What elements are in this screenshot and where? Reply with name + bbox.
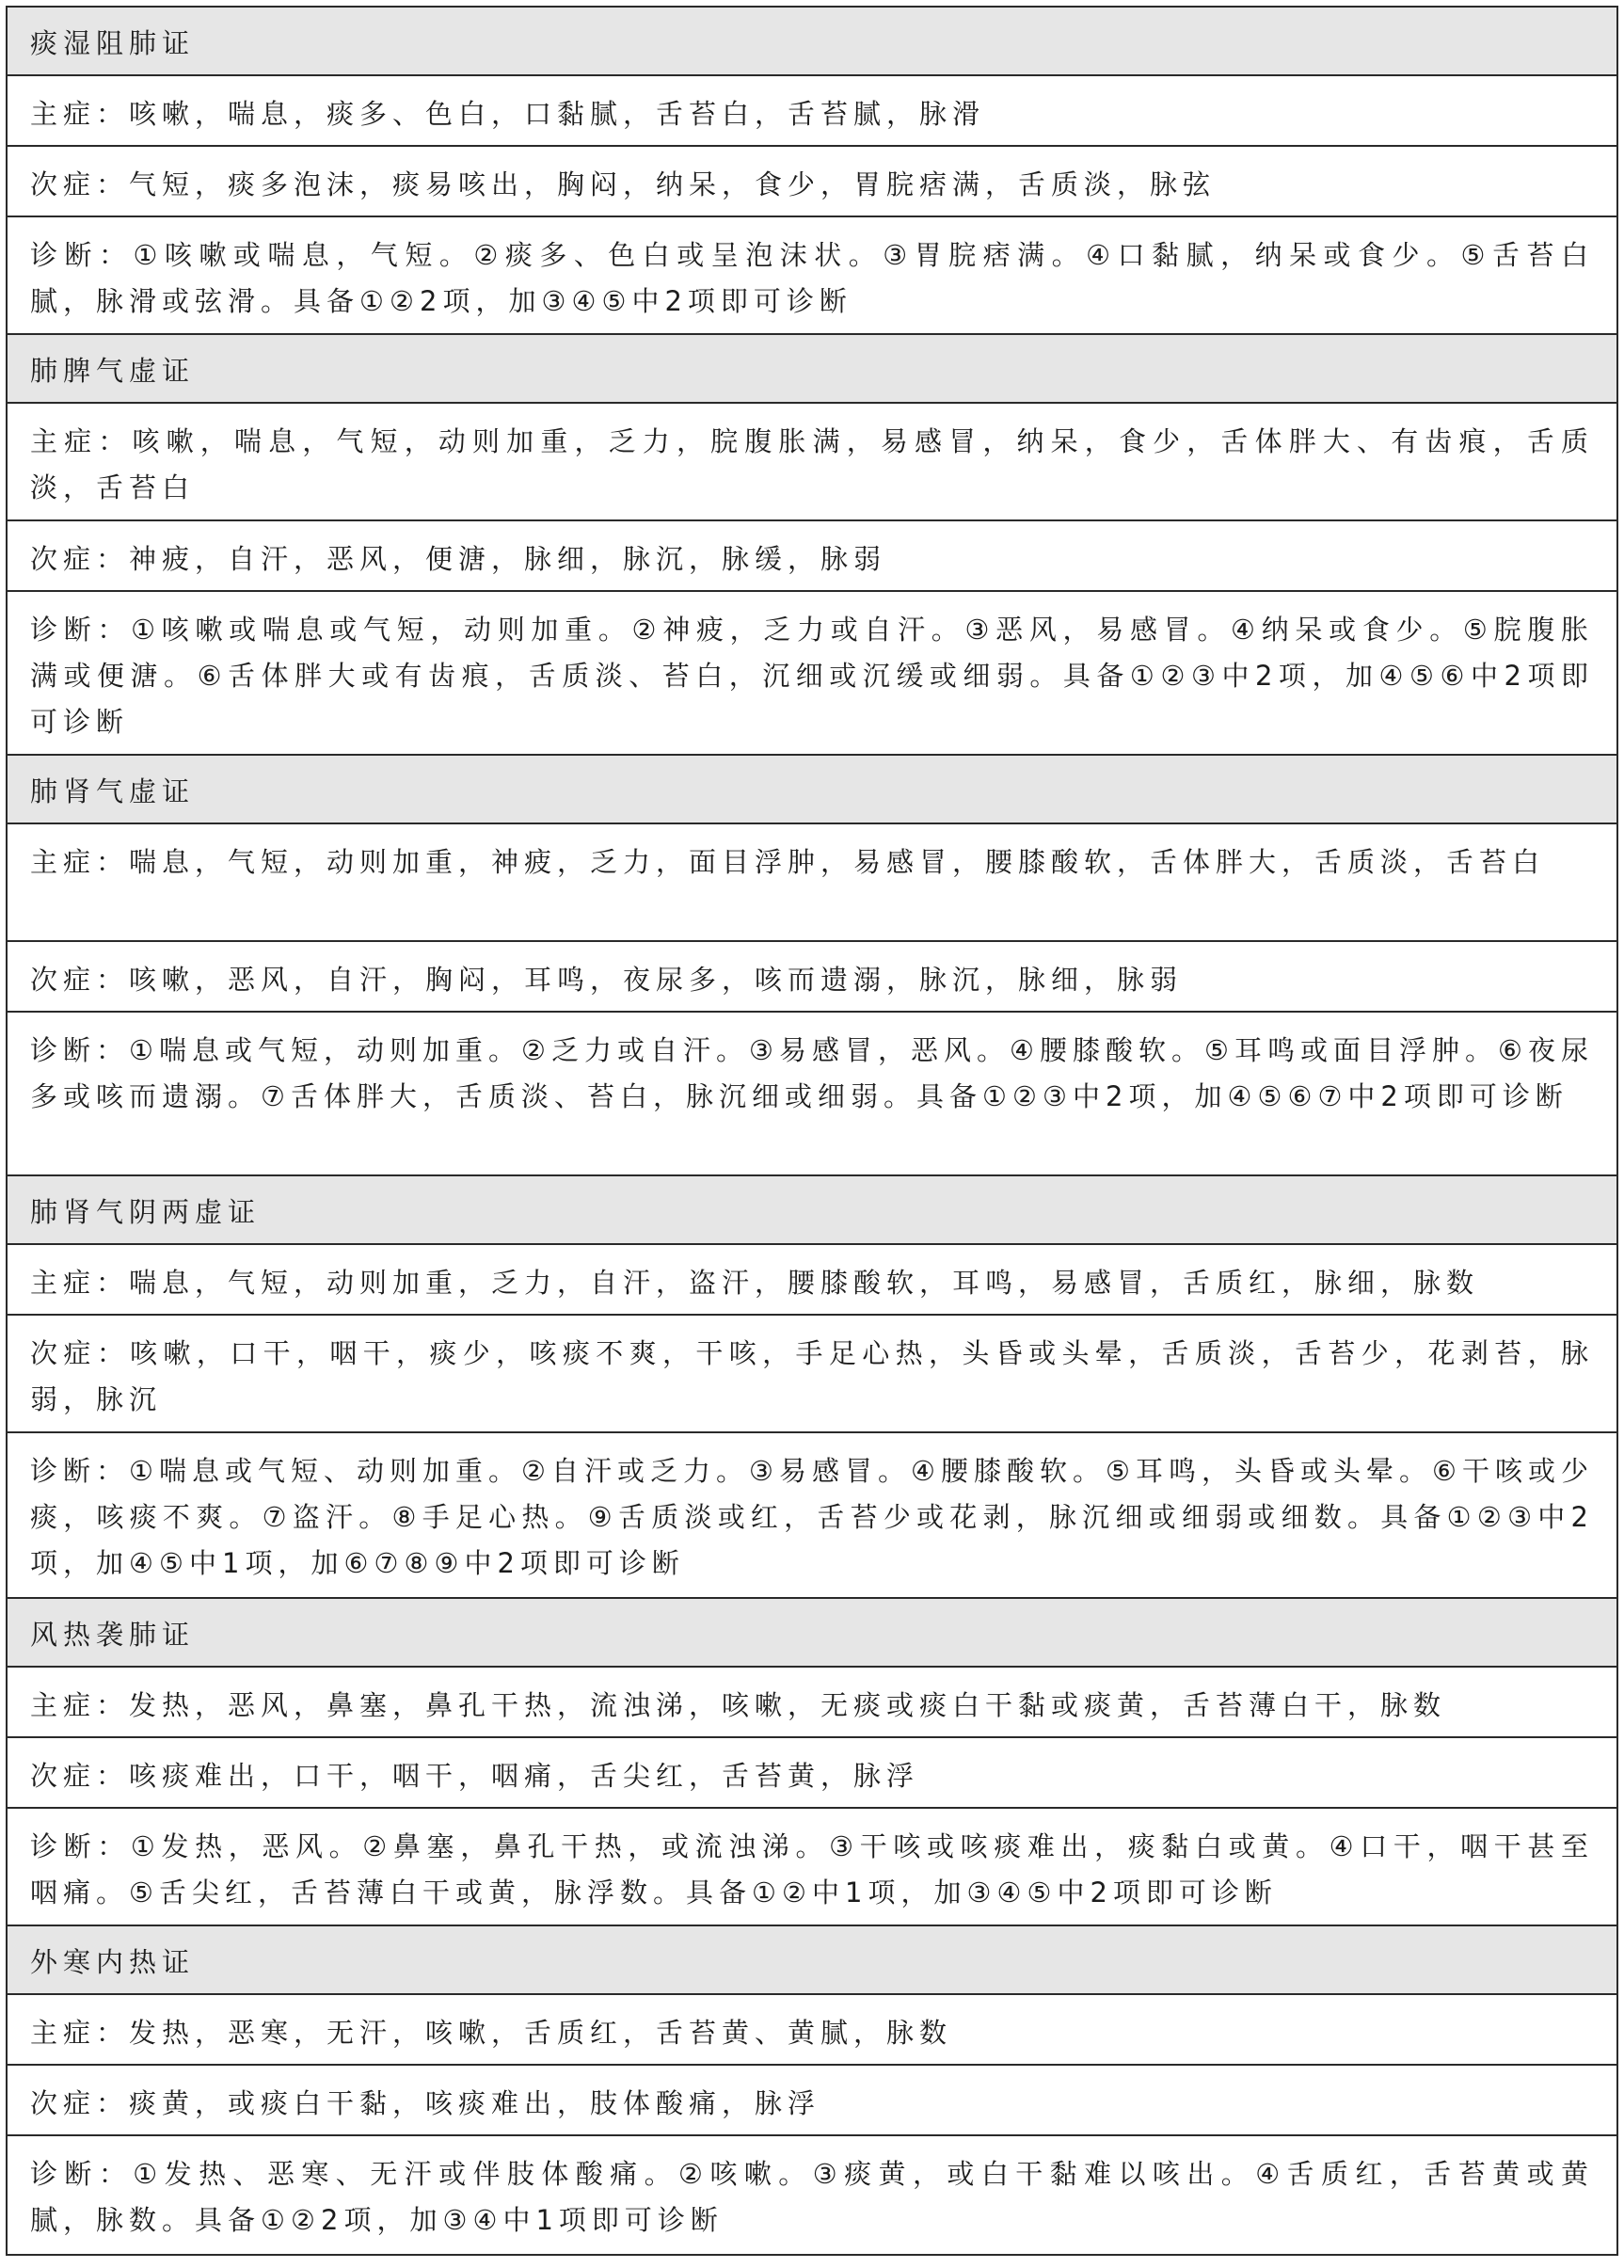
row-label: 次症： [30,168,130,200]
row-text: ①发热，恶风。②鼻塞，鼻孔干热，或流浊涕。③干咳或咳痰难出，痰黏白或黄。④口干，咽干甚至咽痛。⑤舌尖红，舌苔薄白干或黄，脉浮数。具备①②中1项，加③④⑤中2项即可诊断 [30,1830,1594,1909]
diagnosis-row [8,1431,1616,1597]
section-title: 肺脾气虚证 [8,333,1616,402]
row-label: 诊断： [30,239,134,271]
diagnosis-row [8,216,1616,333]
row-text: 咳嗽，喘息，痰多、色白，口黏腻，舌苔白，舌苔腻，脉滑 [129,98,986,130]
main-symptoms-row [8,74,1616,145]
row-text: 神疲，自汗，恶风，便溏，脉细，脉沉，脉缓，脉弱 [129,543,887,575]
row-label: 主症： [30,1267,130,1299]
row-label: 诊断： [30,1830,131,1862]
row-label: 次症： [30,1337,131,1369]
section-title: 风热袭肺证 [8,1597,1616,1666]
main-symptoms-row [8,823,1616,940]
main-symptoms-row [8,1993,1616,2064]
row-text: ①喘息或气短，动则加重。②乏力或自汗。③易感冒，恶风。④腰膝酸软。⑤耳鸣或面目浮肿。⑥夜尿多或咳而遗溺。⑦舌体胖大，舌质淡、苔白，脉沉细或细弱。具备①②③中2项，加④⑤⑥⑦中2项即可诊断 [30,1034,1595,1112]
row-label: 诊断： [30,614,132,646]
section-title: 肺肾气阴两虚证 [8,1174,1616,1243]
row-label: 主症： [30,1689,130,1721]
secondary-symptoms-row [8,2064,1616,2134]
row-text: 咳嗽，喘息，气短，动则加重，乏力，脘腹胀满，易感冒，纳呆，食少，舌体胖大、有齿痕，舌质淡，舌苔白 [30,425,1594,503]
row-text: 发热，恶风，鼻塞，鼻孔干热，流浊涕，咳嗽，无痰或痰白干黏或痰黄，舌苔薄白干，脉数 [129,1689,1447,1721]
main-symptoms-row [8,402,1616,519]
row-label: 主症： [30,98,130,130]
row-text: 痰黄，或痰白干黏，咳痰难出，肢体酸痛，脉浮 [129,2087,821,2119]
row-text: 咳痰难出，口干，咽干，咽痛，舌尖红，舌苔黄，脉浮 [129,1760,920,1792]
row-label: 次症： [30,1760,130,1792]
diagnosis-row [8,1011,1616,1174]
section-title: 痰湿阻肺证 [8,8,1616,74]
main-symptoms-row [8,1666,1616,1736]
row-text: ①发热、恶寒、无汗或伴肢体酸痛。②咳嗽。③痰黄，或白干黏难以咳出。④舌质红，舌苔黄或黄腻，脉数。具备①②2项，加③④中1项即可诊断 [30,2158,1594,2236]
row-text: 喘息，气短，动则加重，乏力，自汗，盗汗，腰膝酸软，耳鸣，易感冒，舌质红，脉细，脉数 [129,1267,1480,1299]
diagnosis-row [8,590,1616,754]
row-text: ①喘息或气短、动则加重。②自汗或乏力。③易感冒。④腰膝酸软。⑤耳鸣，头昏或头晕。⑥干咳或少痰，咳痰不爽。⑦盗汗。⑧手足心热。⑨舌质淡或红，舌苔少或花剥，脉沉细或细弱或细数。具备①②③中2项，加④⑤中1项，加⑥⑦⑧⑨中2项即可诊断 [30,1455,1595,1579]
row-text: 气短，痰多泡沫，痰易咳出，胸闷，纳呆，食少，胃脘痞满，舌质淡，脉弦 [129,168,1217,200]
row-label: 次症： [30,543,130,575]
syndrome-diagnosis-table [6,6,1618,2256]
diagnosis-row [8,1807,1616,1925]
section-title: 肺肾气虚证 [8,754,1616,823]
row-label: 主症： [30,846,130,878]
secondary-symptoms-row [8,519,1616,590]
secondary-symptoms-row [8,145,1616,216]
row-text: 咳嗽，恶风，自汗，胸闷，耳鸣，夜尿多，咳而遗溺，脉沉，脉细，脉弱 [129,964,1184,996]
row-label: 主症： [30,2017,130,2049]
row-text: 咳嗽，口干，咽干，痰少，咳痰不爽，干咳，手足心热，头昏或头晕，舌质淡，舌苔少，花剥苔，脉弱，脉沉 [30,1337,1594,1415]
row-label: 次症： [30,2087,130,2119]
main-symptoms-row [8,1243,1616,1314]
row-text: 喘息，气短，动则加重，神疲，乏力，面目浮肿，易感冒，腰膝酸软，舌体胖大，舌质淡，舌苔白 [129,846,1546,878]
row-text: ①咳嗽或喘息，气短。②痰多、色白或呈泡沫状。③胃脘痞满。④口黏腻，纳呆或食少。⑤舌苔白腻，脉滑或弦滑。具备①②2项，加③④⑤中2项即可诊断 [30,239,1594,317]
secondary-symptoms-row [8,1314,1616,1431]
row-text: ①咳嗽或喘息或气短，动则加重。②神疲，乏力或自汗。③恶风，易感冒。④纳呆或食少。⑤脘腹胀满或便溏。⑥舌体胖大或有齿痕，舌质淡、苔白，沉细或沉缓或细弱。具备①②③中2项，加④⑤⑥中2项即可诊断 [30,614,1594,738]
diagnosis-row [8,2134,1616,2254]
row-label: 诊断： [30,1034,130,1066]
section-title: 外寒内热证 [8,1925,1616,1993]
secondary-symptoms-row [8,940,1616,1011]
row-label: 诊断： [30,2158,134,2190]
secondary-symptoms-row [8,1736,1616,1807]
row-text: 发热，恶寒，无汗，咳嗽，舌质红，舌苔黄、黄腻，脉数 [129,2017,953,2049]
row-label: 次症： [30,964,130,996]
row-label: 诊断： [30,1455,130,1487]
row-label: 主症： [30,425,133,457]
